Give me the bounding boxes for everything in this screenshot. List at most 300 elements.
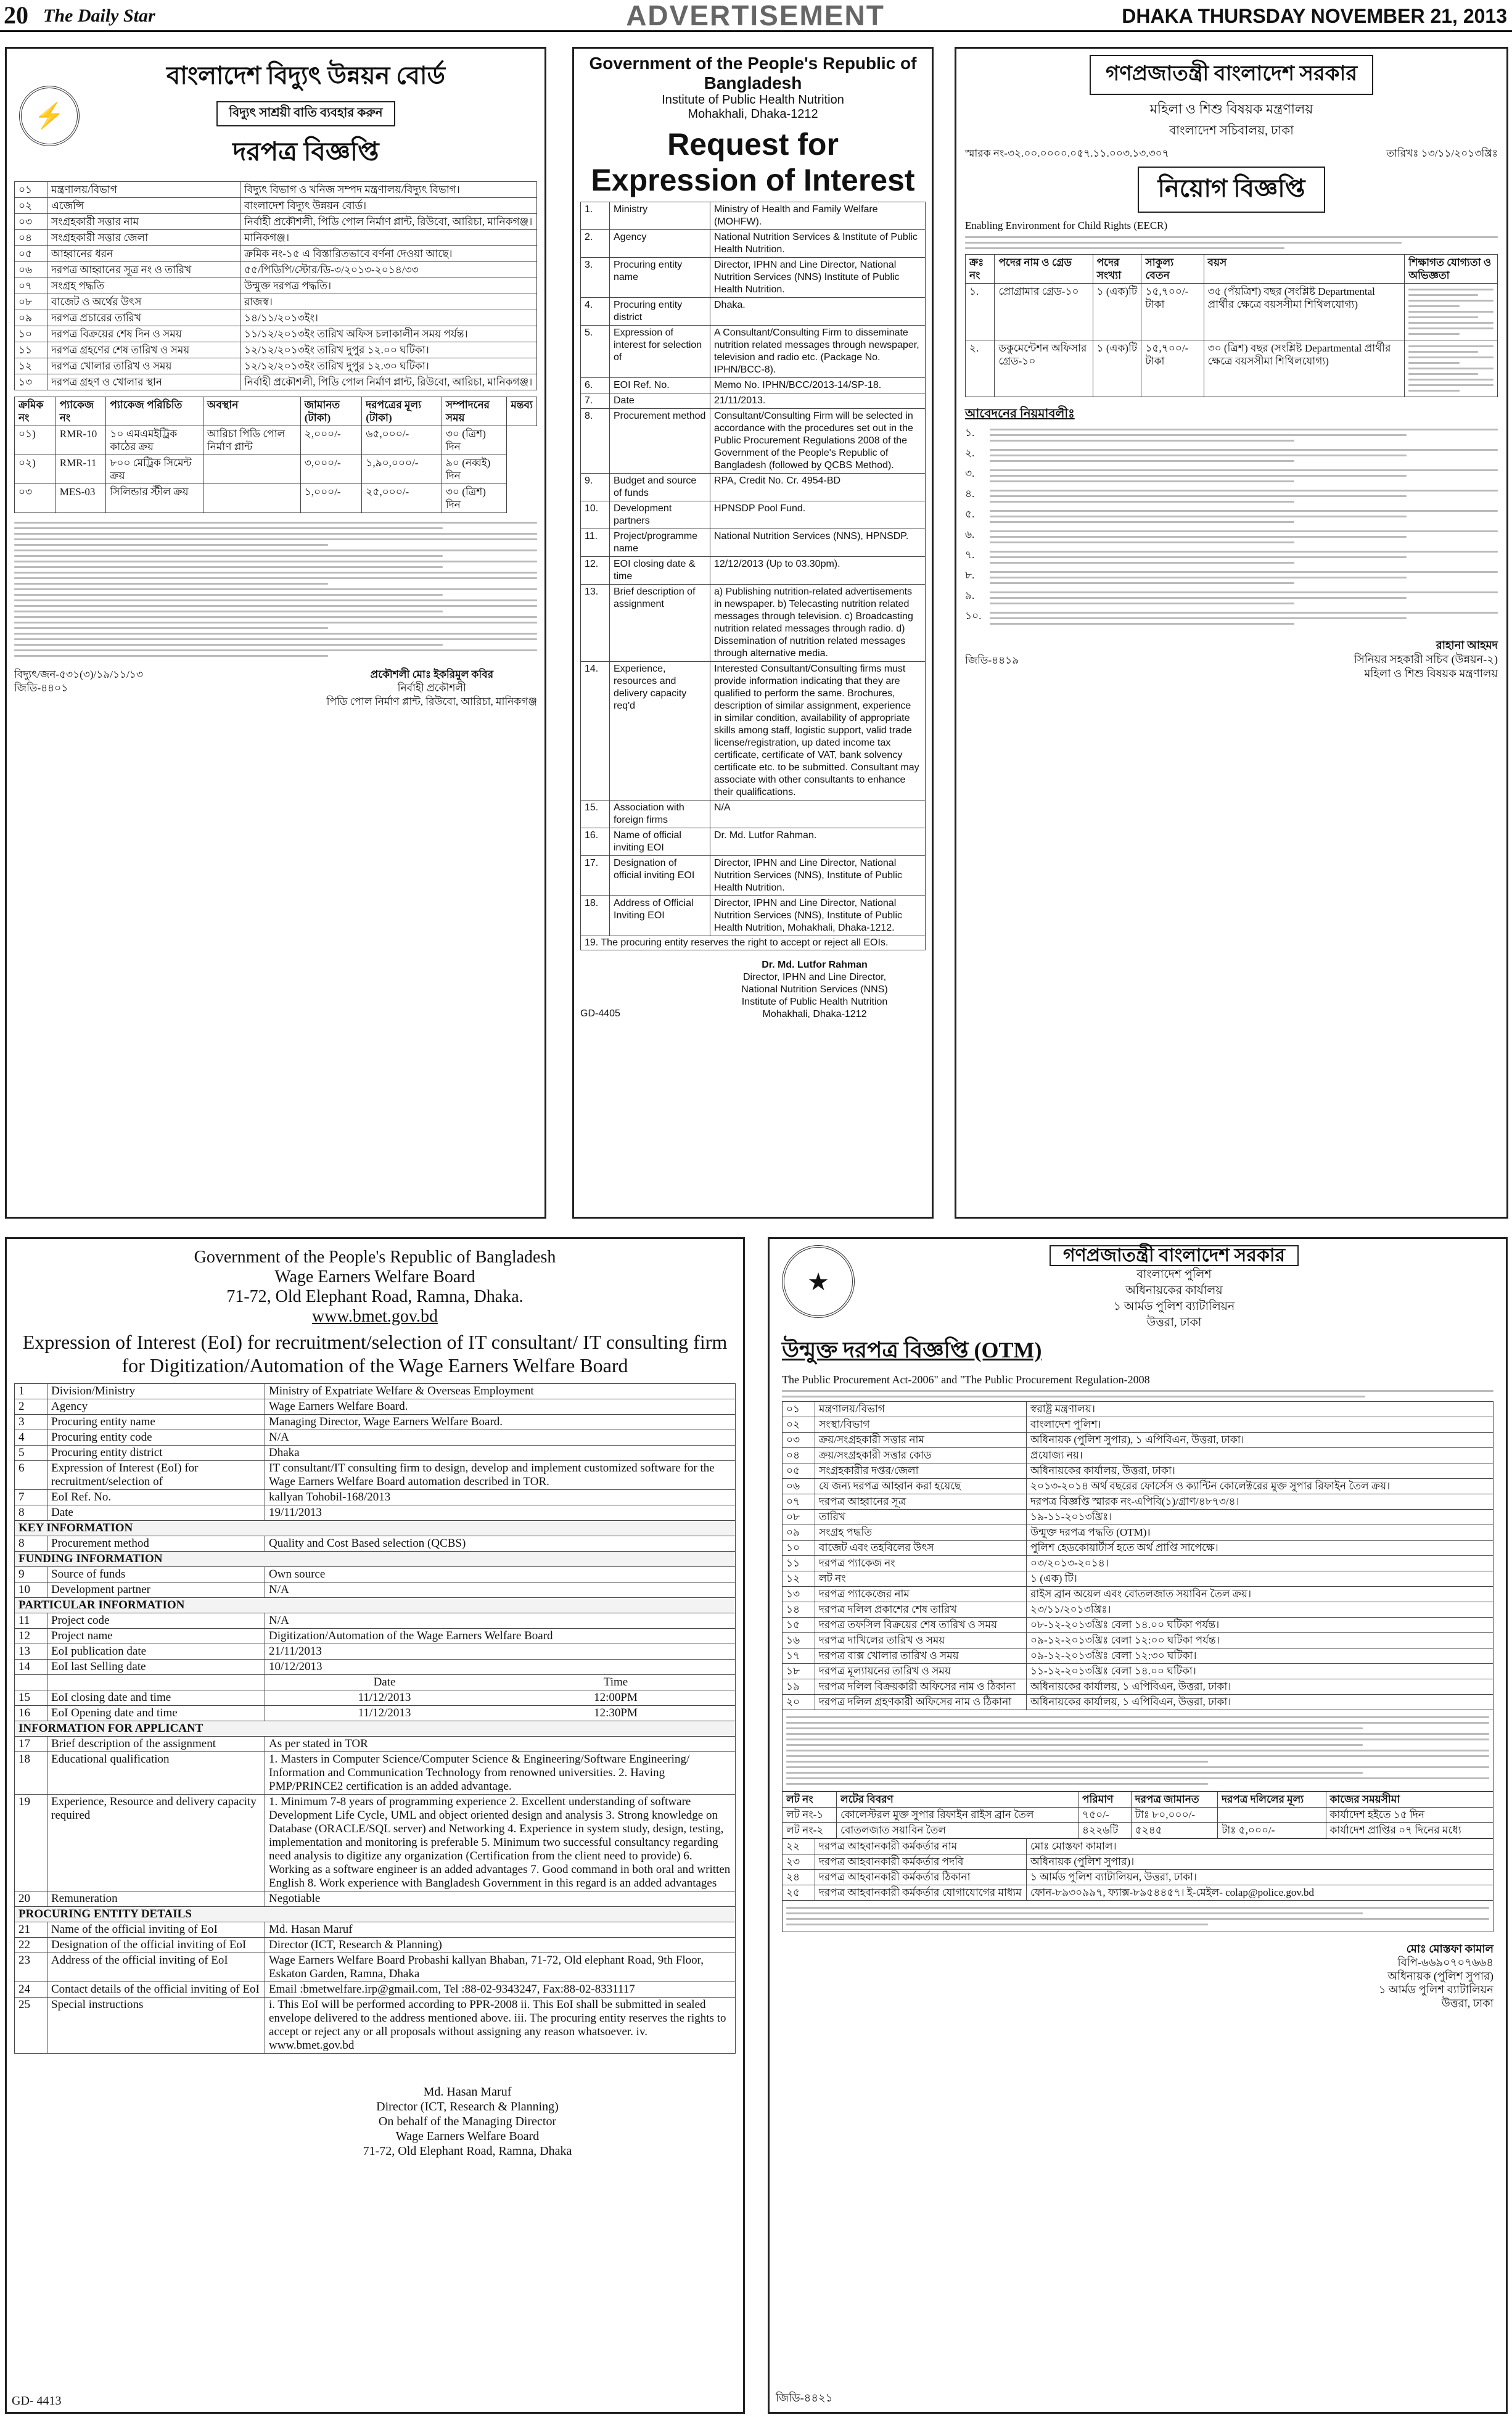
ad4-row-cell: 1. Minimum 7-8 years of programming experience 2. Excellent understanding of software Development Life Cycle, UML and object oriented design and analysis 3. Strong knowledge on Database (ORACLE/SQL server) and Networking 4. Experience in system study, design, testing, implementation and monitoring is preferable 5. Minimum two successful consultancy regarding need analysis to digitize any organization (Certification from the client need to provide) 6. Working as a software engineer is an added advantages 7. Good command in both oral and written English 8. Work experience with Bangladesh Government in this regard is an added advantages <box>265 1795 736 1891</box>
ad1-row-cell: এজেন্সি <box>47 198 240 214</box>
ad4-row-cell: Contact details of the official inviting of EoI <box>47 1982 265 1998</box>
ad1-row-cell: মন্ত্রণালয়/বিভাগ <box>47 182 240 198</box>
ad4-web: www.bmet.gov.bd <box>311 1307 438 1326</box>
bpdb-logo-icon: ⚡ <box>19 86 80 146</box>
ad1-lot-row-cell: ১,৯০,০০০/- <box>362 455 442 484</box>
ad5-row-cell: ০২ <box>783 1417 815 1433</box>
ad5-row-cell: ০৫ <box>783 1463 815 1479</box>
ad4-row <box>15 1505 736 1521</box>
ad1-lot-row-cell: RMR-11 <box>55 455 106 484</box>
ad5-row-cell: উন্মুক্ত দরপত্র পদ্ধতি (OTM)। <box>1027 1525 1494 1541</box>
ad1-lot-row-cell: ১,০০০/- <box>300 484 362 513</box>
ad5-row-cell: প্রযোজ্য নয়। <box>1027 1448 1494 1463</box>
ad4-row <box>15 1922 736 1938</box>
section-title: ADVERTISEMENT <box>626 0 885 31</box>
ad5-row-cell: ফোন-৮৯৩০৯৯৭, ফ্যাক্স-৮৯৫৪৪৫৭। ই-মেইল- colap@police.gov.bd <box>1027 1885 1494 1901</box>
ad4-row-cell: 12 <box>15 1629 47 1644</box>
ad4-row-cell: 5 <box>15 1446 47 1461</box>
ad5-sig-line: ১ আর্মড পুলিশ ব্যাটালিয়ন <box>1378 1983 1494 1996</box>
ad5-eligibility-text <box>782 1710 1494 1792</box>
ad3-rule-item <box>965 466 1498 486</box>
ad1-lot-row-cell: ০১) <box>15 426 56 455</box>
ad1-lot-row-cell: RMR-10 <box>55 426 106 455</box>
ad5-row-cell: সংস্থা/বিভাগ <box>815 1417 1027 1433</box>
ad5-row-cell: ১২ <box>783 1571 815 1587</box>
ad4-date-label: Date <box>373 1676 396 1689</box>
ad4-row <box>15 1461 736 1490</box>
ad1-lot-row-cell: ১০ এমএমইট্রিক কাঠের ক্রয় <box>106 426 203 455</box>
ad3-post-row-cell: ১ (এক)টি <box>1093 284 1141 340</box>
ad2-row-cell: Ministry <box>610 202 710 230</box>
ad4-section-key-label: KEY INFORMATION <box>15 1521 736 1536</box>
page-number: 20 <box>4 1 28 29</box>
ad5-lot-row-cell: লট নং-২ <box>783 1823 837 1838</box>
ad5-lot-row-cell <box>1218 1808 1326 1823</box>
ad5-lot-row-cell: কোলেস্টরল মুক্ত সুপার রিফাইন রাইস ব্রান তৈল <box>837 1808 1079 1823</box>
ad2-row-cell: Name of official inviting EOI <box>610 828 710 856</box>
ad5-row-cell: ১ (এক) টি। <box>1027 1571 1494 1587</box>
ad5-row-cell: ১০ <box>783 1541 815 1556</box>
ad5-row-cell: স্বরাষ্ট্র মন্ত্রণালয়। <box>1027 1402 1494 1417</box>
ad4-row-cell: N/A <box>265 1613 736 1629</box>
ad5-row-cell: ০৯ <box>783 1525 815 1541</box>
ad4-row-cell: 2 <box>15 1399 47 1415</box>
ad4-row-cell: Dhaka <box>265 1446 736 1461</box>
ad4-sig-line: Wage Earners Welfare Board <box>395 2130 540 2143</box>
ad5-lot-table <box>782 1792 1494 1838</box>
ad2-row-cell: Experience, resources and delivery capacity req'd <box>610 662 710 800</box>
ad2-row-cell: Memo No. IPHN/BCC/2013-14/SP-18. <box>710 378 926 393</box>
ad4-board: Wage Earners Welfare Board <box>274 1267 475 1286</box>
ad1-lot-row-cell <box>203 484 300 513</box>
ad1-row-cell: সংগ্রহকারী সত্তার নাম <box>47 214 240 230</box>
ad4-row-cell: N/A <box>265 1430 736 1446</box>
ad5-row-cell: মন্ত্রণালয়/বিভাগ <box>815 1402 1027 1417</box>
ad4-sig-line: Director (ICT, Research & Planning) <box>376 2100 559 2113</box>
ad5-lot-row-cell: ৫২৪৫ <box>1131 1823 1217 1838</box>
ad2-title: Request for Expression of Interest <box>591 127 915 197</box>
ad5-lot-header-cell: পরিমাণ <box>1079 1792 1132 1808</box>
ad1-ref: বিদ্যুৎ/জন-৫৩১(৩)/১৯/১১/১৩ <box>14 669 143 680</box>
ad2-sig-name: Dr. Md. Lutfor Rahman <box>762 960 868 970</box>
ad1-row-cell: বাংলাদেশ বিদ্যুৎ উন্নয়ন বোর্ড। <box>240 198 537 214</box>
ad5-row-cell: ১৯ <box>783 1679 815 1695</box>
ad2-row19: 19. The procuring entity reserves the right to accept or reject all EOIs. <box>580 936 926 950</box>
ad1-row-cell: সংগ্রহ পদ্ধতি <box>47 278 240 294</box>
ad2-sig-line: National Nutrition Services (NNS) <box>741 984 888 995</box>
ad5-row-cell: যে জন্য দরপত্র আহ্বান করা হয়েছে <box>815 1479 1027 1494</box>
ad4-row-cell: Remuneration <box>47 1891 265 1907</box>
ad5-row <box>783 1695 1494 1710</box>
ad1-row <box>15 342 537 358</box>
ad4-row <box>15 1446 736 1461</box>
ad5-row-cell: দরপত্র আহ্বানের সূত্র <box>815 1494 1027 1510</box>
ad4-row <box>15 1399 736 1415</box>
ad5-row-cell: ০৮ <box>783 1510 815 1525</box>
ad5-row <box>783 1870 1494 1885</box>
ad5-row-cell: ২০ <box>783 1695 815 1710</box>
ad1-row-cell: দরপত্র আহ্বানের সূত্র নং ও তারিখ <box>47 262 240 278</box>
ad2-row-cell: 12/12/2013 (Up to 03.30pm). <box>710 557 926 585</box>
ad2-gov: Government of the People's Republic of Bangladesh <box>589 54 917 93</box>
ad4-row <box>15 1706 736 1721</box>
ad3-rule-item <box>965 547 1498 567</box>
ad5-row-cell: দরপত্র দলিল প্রকাশের শেষ তারিখ <box>815 1602 1027 1618</box>
ad4-row <box>15 1938 736 1953</box>
ad4-row-cell: Date <box>47 1505 265 1521</box>
ad2-row-cell: National Nutrition Services (NNS), HPNSDP. <box>710 529 926 557</box>
ad4-row <box>15 1644 736 1660</box>
ad3-qualification-cell <box>1405 340 1498 397</box>
ad5-row-cell: দরপত্র বিজ্ঞপ্তি স্মারক নং-এপিবি(১)/গ্রাণ/৪৮৭৩/৪। <box>1027 1494 1494 1510</box>
ad3-rule-number: ৫. <box>965 508 975 520</box>
ad5-row <box>783 1885 1494 1901</box>
ad4-row <box>15 1629 736 1644</box>
ad4-row <box>15 1536 736 1552</box>
ad4-row-cell: 7 <box>15 1490 47 1505</box>
ad5-row-cell: ২৩/১১/২০১৩খ্রিঃ। <box>1027 1602 1494 1618</box>
ad1-row-cell: ৫৫/পিডিপি/স্টোর/ডি-৩/২০১৩-২০১৪/৩৩ <box>240 262 537 278</box>
ad4-row-cell: Experience, Resource and delivery capacity required <box>47 1795 265 1891</box>
ad2-sig-line: Mohakhali, Dhaka-1212 <box>762 1009 867 1019</box>
ad5-row-cell: ক্রয়/সংগ্রহকারী সত্তার কোড <box>815 1448 1027 1463</box>
ad4-time-header-cell <box>265 1675 736 1690</box>
ad5-row <box>783 1402 1494 1417</box>
ad5-row-cell: বাজেট এবং তহবিলের উৎস <box>815 1541 1027 1556</box>
ad5-lot-row-cell: ৪২২৬টি <box>1079 1823 1132 1838</box>
ad5-row-cell: ১৩ <box>783 1587 815 1602</box>
ad5-row <box>783 1648 1494 1664</box>
ad5-intro-text <box>782 1390 1494 1397</box>
ad3-rule-number: ২. <box>965 447 975 459</box>
ad5-row <box>783 1587 1494 1602</box>
ad4-row-cell: Development partner <box>47 1582 265 1598</box>
ad2-row-cell: Ministry of Health and Family Welfare (MOHFW). <box>710 202 926 230</box>
ad3-rule-item <box>965 425 1498 445</box>
ad4-date-value: 11/12/2013 <box>358 1691 411 1704</box>
ad5-row-cell: ১৮ <box>783 1664 815 1679</box>
ad4-row-cell: 17 <box>15 1737 47 1752</box>
ad2-row-cell: HPNSDP Pool Fund. <box>710 501 926 529</box>
ad5-row-cell: দরপত্র আহবানকারী কর্মকর্তার ঠিকানা <box>815 1870 1027 1885</box>
ad5-lot-row <box>783 1808 1494 1823</box>
ad2-row-cell: Agency <box>610 230 710 258</box>
ad2-row-cell: Date <box>610 393 710 409</box>
ad1-lot-row-cell: ৩০ (ত্রিশ) দিন <box>442 484 507 513</box>
ad3-post-row-cell: ১. <box>966 284 995 340</box>
ad1-lot-row-cell: MES-03 <box>55 484 106 513</box>
ad1-lot-row-cell <box>203 455 300 484</box>
ad4-row-cell: 13 <box>15 1644 47 1660</box>
ad2-row-cell: 4. <box>581 298 610 326</box>
ad3-sig-name: রাহানা আহমদ <box>1436 639 1498 651</box>
ad3-header-cell: ক্রঃ নং <box>966 255 995 284</box>
ad5-sig-name: মোঃ মোস্তফা কামাল <box>1406 1943 1494 1955</box>
ad2-row <box>581 557 926 585</box>
ad4-row-cell: 23 <box>15 1953 47 1982</box>
ad5-row-cell: তারিখ <box>815 1510 1027 1525</box>
ad3-rule-item <box>965 445 1498 466</box>
ad2-row <box>581 298 926 326</box>
ad4-row-cell: 6 <box>15 1461 47 1490</box>
ad3-rule-number: ৮. <box>965 569 975 581</box>
ad3-header-cell: সাকুল্য বেতন <box>1141 255 1204 284</box>
ad2-row-cell: Director, IPHN and Line Director, National Nutrition Services (NNS) Institute of Public Health Nutrition. <box>710 258 926 298</box>
ad3-post-row-cell: ১৫,৭০০/- টাকা <box>1141 284 1204 340</box>
ad4-row-cell: Expression of Interest (EoI) for recruitment/selection of <box>47 1461 265 1490</box>
ad5-row-cell: ২৫ <box>783 1885 815 1901</box>
ad2-row-cell: National Nutrition Services & Institute of Public Health Nutrition. <box>710 230 926 258</box>
ad4-row <box>15 1795 736 1891</box>
ad2-code: GD-4405 <box>580 1008 620 1019</box>
ad4-row-cell: 24 <box>15 1982 47 1998</box>
ad1-row-cell: উন্মুক্ত দরপত্র পদ্ধতি। <box>240 278 537 294</box>
ad1-row-cell: আহ্বানের ধরন <box>47 246 240 262</box>
ad5-row-cell: দরপত্র আহবানকারী কর্মকর্তার নাম <box>815 1839 1027 1854</box>
ad3-rule-item <box>965 527 1498 547</box>
ad2-row-cell: Development partners <box>610 501 710 529</box>
ad3-gov: গণপ্রজাতন্ত্রী বাংলাদেশ সরকার <box>1090 55 1373 95</box>
ad5-row <box>783 1571 1494 1587</box>
ad4-section-key <box>15 1521 736 1536</box>
ad4-row-cell: EoI last Selling date <box>47 1660 265 1675</box>
ad1-lot-header-cell: প্যাকেজ নং <box>55 397 106 426</box>
ad5-row-cell: ০৯-১২-২০১৩খ্রিঃ বেলা ১২:০০ ঘটিকা পর্যন্ত। <box>1027 1633 1494 1648</box>
ad4-time-value: 12:30PM <box>594 1706 638 1719</box>
ad5-row <box>783 1448 1494 1463</box>
ad2-row <box>581 662 926 800</box>
ad1-row-cell: ১২/১২/২০১৩ইং তারিখ দুপুর ১২.০০ ঘটিকা। <box>240 342 537 358</box>
ad3-rule-item <box>965 486 1498 506</box>
ad5-row-cell: ০৬ <box>783 1479 815 1494</box>
ad2-row-cell: N/A <box>710 800 926 828</box>
ad4-row-cell: Ministry of Expatriate Welfare & Overseas Employment <box>265 1384 736 1399</box>
ad1-lot-row <box>15 426 537 455</box>
ad5-row-cell: দরপত্র দলিল বিক্রয়কারী অফিসের নাম ও ঠিকানা <box>815 1679 1027 1695</box>
ad3-intro-text <box>965 236 1498 249</box>
ad2-row-cell: 11. <box>581 529 610 557</box>
ad3-rule-item <box>965 567 1498 588</box>
ad-mowca-recruitment <box>955 47 1508 1219</box>
ad5-row-cell: ২০১৩-২০১৪ অর্থ বছরের ফোর্সেস ও ক্যান্টিন কোলেক্টরের মুক্ত সুপার রিফাইন তৈল ক্রয়। <box>1027 1479 1494 1494</box>
ad2-row-cell: Expression of interest for selection of <box>610 326 710 378</box>
ad5-row-cell: ক্রয়/সংগ্রহকারী সত্তার নাম <box>815 1433 1027 1448</box>
ad4-time-header-cell <box>15 1675 47 1690</box>
ad5-row-cell: ১১-১২-২০১৩খ্রিঃ বেলা ১৪.০০ ঘটিকা। <box>1027 1664 1494 1679</box>
ad2-row-cell: 13. <box>581 585 610 662</box>
ad4-row-cell: 9 <box>15 1567 47 1582</box>
ad4-row <box>15 1430 736 1446</box>
ad1-row <box>15 310 537 326</box>
ad1-title: দরপত্র বিজ্ঞপ্তি <box>232 138 379 167</box>
ad1-row-cell: ০১ <box>15 182 47 198</box>
ad1-conditions-text <box>14 522 537 657</box>
ad2-row <box>581 896 926 936</box>
ad3-post-table <box>965 254 1498 397</box>
ad2-row-cell: 16. <box>581 828 610 856</box>
ad5-row-cell: রাইস ব্রান অয়েল এবং বোতলজাত সয়াবিন তৈল ক্রয়। <box>1027 1587 1494 1602</box>
ad1-signer-title: নির্বাহী প্রকৌশলী <box>397 682 466 694</box>
ad2-row-cell: 14. <box>581 662 610 800</box>
ad4-time-header <box>15 1675 736 1690</box>
ad4-row-cell: 18 <box>15 1752 47 1795</box>
ad2-eoi-table <box>580 202 926 936</box>
ad5-row <box>783 1541 1494 1556</box>
ad3-eecr: Enabling Environment for Child Rights (EECR) <box>965 220 1168 231</box>
ad4-row-cell: 14 <box>15 1660 47 1675</box>
ad1-row-cell: ০৫ <box>15 246 47 262</box>
ad4-row <box>15 1752 736 1795</box>
ad2-row <box>581 529 926 557</box>
ad5-row-cell: দরপত্র বাক্স খোলার তারিখ ও সময় <box>815 1648 1027 1664</box>
ad2-sig-line: Director, IPHN and Line Director, <box>742 972 887 982</box>
ad3-post-row-cell: ডকুমেন্টেশন অফিসার গ্রেড-১০ <box>995 340 1093 397</box>
ad1-row-cell: মানিকগঞ্জ। <box>240 230 537 246</box>
ad5-conditions-text <box>782 1901 1494 1932</box>
ad1-row <box>15 278 537 294</box>
ad5-row <box>783 1633 1494 1648</box>
ad5-row <box>783 1433 1494 1448</box>
ad2-row-cell: 15. <box>581 800 610 828</box>
ad5-lot-row-cell: বোতলজাত সয়াবিন তৈল <box>837 1823 1079 1838</box>
ad1-row-cell: দরপত্র বিক্রয়ের শেষ দিন ও সময় <box>47 326 240 342</box>
ad4-row-cell: Educational qualification <box>47 1752 265 1795</box>
ad1-lot-row-cell: ৯০ (নব্বই) দিন <box>442 455 507 484</box>
ad1-lot-header-cell: সম্পাদনের সময় <box>442 397 507 426</box>
ad4-row-cell: 15 <box>15 1690 47 1706</box>
ad4-row-cell: Procuring entity code <box>47 1430 265 1446</box>
ad5-row <box>783 1556 1494 1571</box>
ad4-row-cell: Project name <box>47 1629 265 1644</box>
ad3-rule-number: ৯. <box>965 590 975 601</box>
ad1-lot-row <box>15 484 537 513</box>
ad1-slogan: বিদ্যুৎ সাশ্রয়ী বাতি ব্যবহার করুন <box>216 101 395 126</box>
ad4-section-funding-label: FUNDING INFORMATION <box>15 1552 736 1567</box>
ad1-lot-row-cell: ৬৫,০০০/- <box>362 426 442 455</box>
ad3-header-cell: পদের নাম ও গ্রেড <box>995 255 1093 284</box>
ad4-row-cell: Wage Earners Welfare Board Probashi kallyan Bhaban, 71-72, Old elephant Road, 9th Floor, Eskaton Garden, Ramna, Dhaka <box>265 1953 736 1982</box>
ad4-row-cell: Brief description of the assignment <box>47 1737 265 1752</box>
ad4-row-cell: Agency <box>47 1399 265 1415</box>
ad5-lot-row-cell: টাঃ ৮০,০০০/- <box>1131 1808 1217 1823</box>
ad4-row-cell: 10 <box>15 1582 47 1598</box>
ad3-rule-item <box>965 588 1498 608</box>
ad1-signer-name: প্রকৌশলী মোঃ ইকরিমুল কবির <box>370 669 494 680</box>
ad2-row-cell: 8. <box>581 409 610 474</box>
ad4-row-cell: Managing Director, Wage Earners Welfare Board. <box>265 1415 736 1430</box>
ad4-addr: 71-72, Old Elephant Road, Ramna, Dhaka. <box>226 1287 524 1306</box>
ad1-row-cell: ১৪/১১/২০১৩ইং। <box>240 310 537 326</box>
ad2-row-cell: EOI Ref. No. <box>610 378 710 393</box>
ad4-row-cell: Procurement method <box>47 1536 265 1552</box>
ad1-row-cell: ১১/১২/২০১৩ইং তারিখ অফিস চলাকালীন সময় পর্যন্ত। <box>240 326 537 342</box>
ad2-row-cell: 9. <box>581 474 610 501</box>
ad5-lot-row <box>783 1823 1494 1838</box>
ad2-row-cell: Dr. Md. Lutfor Rahman. <box>710 828 926 856</box>
ad1-row <box>15 294 537 310</box>
ad3-ministry: মহিলা ও শিশু বিষয়ক মন্ত্রণালয় <box>1149 101 1313 117</box>
ad4-row-cell: 4 <box>15 1430 47 1446</box>
ad4-row-cell: 19 <box>15 1795 47 1891</box>
ad-bpdb-tender <box>5 47 546 1219</box>
ad2-row-cell: 3. <box>581 258 610 298</box>
ad1-org: বাংলাদেশ বিদ্যুৎ উন্নয়ন বোর্ড <box>166 62 445 89</box>
ad5-intro: The Public Procurement Act-2006" and "The Public Procurement Regulation-2008 <box>782 1373 1150 1386</box>
ad4-row <box>15 1891 736 1907</box>
ad5-row-cell: ১৬ <box>783 1633 815 1648</box>
ad4-row-cell: Source of funds <box>47 1567 265 1582</box>
ad2-row-cell: 7. <box>581 393 610 409</box>
ad4-section-applicant <box>15 1721 736 1737</box>
ad5-sig-line: অধিনায়ক (পুলিশ সুপার) <box>1387 1970 1494 1982</box>
ad1-row <box>15 262 537 278</box>
ad3-rule-number: ৭. <box>965 549 975 561</box>
ad2-row-cell: 1. <box>581 202 610 230</box>
ad4-row <box>15 1953 736 1982</box>
ad1-row-cell: ১২ <box>15 358 47 374</box>
ad5-row-cell: ০৮-১২-২০১৩খ্রিঃ বেলা ১৪.০০ ঘটিকা পর্যন্ত। <box>1027 1618 1494 1633</box>
ad4-section-procuring <box>15 1907 736 1922</box>
ad4-row-cell: Wage Earners Welfare Board. <box>265 1399 736 1415</box>
ad2-row <box>581 828 926 856</box>
ad4-row-cell: i. This EoI will be performed according to PPR-2008 ii. This EoI shall be submitted in sealed envelope delivered to the address mentioned above. iii. The procuring entity reserves the rights to accept or reject any or all proposals without assigning any reason whatsoever. iv. www.bmet.gov.bd <box>265 1998 736 2054</box>
ad5-row-cell: দরপত্র মূল্যায়নের তারিখ ও সময় <box>815 1664 1027 1679</box>
ad2-row <box>581 326 926 378</box>
ad4-row-cell: 3 <box>15 1415 47 1430</box>
ad2-row <box>581 393 926 409</box>
ad5-row-cell: ০৪ <box>783 1448 815 1463</box>
ad4-row-cell: 19/11/2013 <box>265 1505 736 1521</box>
ad1-row-cell: দরপত্র প্রচারের তারিখ <box>47 310 240 326</box>
ad5-row-cell: দরপত্র প্যাকেজের নাম <box>815 1587 1027 1602</box>
ad5-row-cell: দরপত্র প্যাকেজ নং <box>815 1556 1027 1571</box>
ad1-lot-header-cell: ক্রমিক নং <box>15 397 56 426</box>
ad4-row-cell: 1. Masters in Computer Science/Computer Science & Engineering/Software Engineering/ Information and Communication Technology from renowned universities. 2. Having PMP/PRINCE2 certification is an added advantage. <box>265 1752 736 1795</box>
ad4-code: GD- 4413 <box>12 2394 62 2408</box>
ad4-row-cell: 20 <box>15 1891 47 1907</box>
ad4-row <box>15 1613 736 1629</box>
ad1-code: জিডি-৪৪০১ <box>14 682 68 694</box>
ad4-section-particular <box>15 1598 736 1613</box>
ad1-signer-org: পিডি পোল নির্মাণ প্লান্ট, রিউবো, আরিচা, মানিকগঞ্জ <box>326 696 537 707</box>
ad3-sig-title: সিনিয়র সহকারী সচিব (উন্নয়ন-২) <box>1354 653 1498 665</box>
ad2-row <box>581 474 926 501</box>
ad4-title: Expression of Interest (EoI) for recruitment/selection of IT consultant/ IT consulting firm for Digitization/Automation of the Wage Earners Welfare Board <box>22 1331 728 1377</box>
ad5-row-cell: অধিনায়ক (পুলিশ সুপার)। <box>1027 1854 1494 1870</box>
ad5-office: অধিনায়কের কার্যালয় <box>1125 1284 1223 1297</box>
ad1-row-cell: ক্রমিক নং-১৫ এ বিস্তারিতভাবে বর্ণনা দেওয়া আছে। <box>240 246 537 262</box>
ad5-row-cell: সংগ্রহ পদ্ধতি <box>815 1525 1027 1541</box>
ad4-row-cell <box>265 1706 736 1721</box>
ad5-row-cell: ১৭ <box>783 1648 815 1664</box>
ad4-time-label: Time <box>603 1676 628 1689</box>
ad1-lot-row-cell: ০২) <box>15 455 56 484</box>
ad2-row-cell: Association with foreign firms <box>610 800 710 828</box>
ad2-addr: Mohakhali, Dhaka-1212 <box>688 107 818 121</box>
ad3-rule-number: ৩. <box>965 467 975 479</box>
ad2-row-cell: 5. <box>581 326 610 378</box>
ad3-rule-item <box>965 506 1498 527</box>
ad3-post-row-cell: ৩৫ (পঁয়ত্রিশ) বছর (সংশ্লিষ্ট Departmental প্রার্থীর ক্ষেত্রে বয়সসীমা শিথিলযোগ্য) <box>1204 284 1405 340</box>
ad5-row <box>783 1463 1494 1479</box>
ad1-row <box>15 326 537 342</box>
ad4-row-cell: EoI publication date <box>47 1644 265 1660</box>
ad1-row-cell: দরপত্র গ্রহণের শেষ তারিখ ও সময় <box>47 342 240 358</box>
ad4-row-cell: 11 <box>15 1613 47 1629</box>
ad5-row <box>783 1525 1494 1541</box>
ad4-row-cell: EoI Ref. No. <box>47 1490 265 1505</box>
ad4-row-cell: Md. Hasan Maruf <box>265 1922 736 1938</box>
